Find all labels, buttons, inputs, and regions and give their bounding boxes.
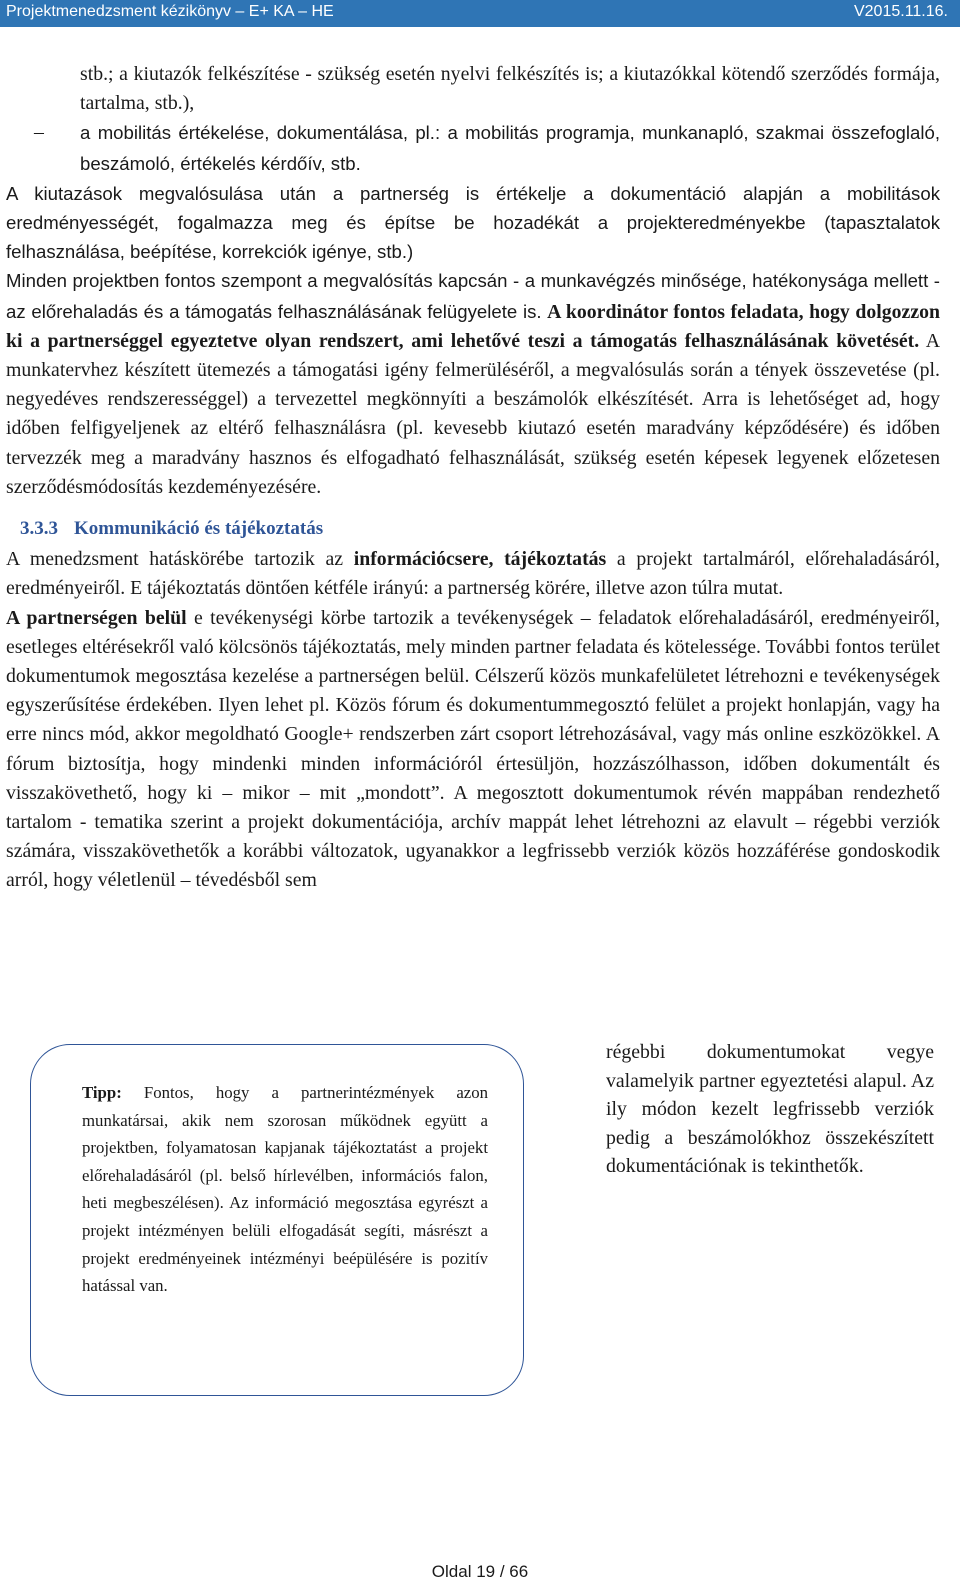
tip-box	[82, 1079, 488, 1300]
monitoring-intro: Minden projektben fontos szempont a megvalósítás kapcsán - a munkavégzés minősége, hatékonysága mellett - az előrehaladás és a támogatás felhasználásának felügyelete is.	[6, 270, 940, 322]
monitoring-emphasis: A koordinátor fontos feladata, hogy dolgozzon ki a partnerséggel egyeztetve olyan rendszert, ami lehetővé teszi a támogatás felhasználásának követését.	[6, 300, 940, 352]
internal-text: e tevékenységi körbe tartozik a tevékenységek – feladatok előrehaladásáról, eredményeiről, esetleges eltérésekről való kölcsönös tájékoztatás, mely minden partner feladata és kötelessége. További fontos terület dokumentumok megosztása kezelése a partnerségen belül. Célszerű közös munkafelületet létrehozni e tevékenységek egyszerűsítése érdekében. Ilyen lehet pl. Közös fórum és dokumentummegosztó felület a projekt honlapján, vagy ha erre nincs mód, akkor megoldható Google+ rendszerben zárt csoport létrehozásával, vagy más online eszközökkel. A fórum biztosítja, hogy mindenki minden információról értesüljön, hozzászólhasson, időben dokumentált és visszakövethető, hogy ki – mikor – mit „mondott”. A megosztott dokumentumok révén mappában rendezhető tartalom - tematika szerint a projekt dokumentációja, archív mappát lehet létrehozni az elavult – régebbi verziók számára, visszakövethetők a korábbi változatok, ugyanakkor a legfrissebb verziók közös hozzáférése gondoskodik arról, hogy véletlenül – tévedésből sem	[6, 606, 940, 892]
wrapped-paragraph-continuation: régebbi dokumentumokat vegye valamelyik partner egyeztetési alapul. Az ily módon kezelt legfrissebb verziók pedig a beszámolókhoz összekészített dokumentációnak is tekinthetők.	[606, 1041, 934, 1178]
section-number: 3.3.3	[20, 518, 58, 540]
communication-before: A menedzsment hatáskörébe tartozik az	[6, 548, 344, 571]
tip-label: Tipp:	[82, 1083, 122, 1102]
page-content	[6, 60, 940, 896]
section-title: Kommunikáció és tájékoztatás	[74, 518, 324, 540]
paragraph-communication	[6, 545, 940, 603]
communication-after: a projekt tartalmáról, előrehaladásáról, eredményeiről. E tájékoztatás döntően kétféle irányú: a partnerség körére, illetve azon túlra mutat.	[6, 548, 940, 600]
bullet-dash: –	[34, 121, 44, 144]
communication-emphasis: információcsere, tájékoztatás	[353, 548, 607, 571]
tip-text: Fontos, hogy a partnerintézmények azon munkatársai, akik nem szorosan működnek együtt a projektben, folyamatosan kapjanak tájékoztatást a projekt előrehaladásáról (pl. belső hírlevélben, információs falon, heti megbeszélésen). Az információ megosztása egyrészt a projekt intézményen belüli elfogadását segíti, másrészt a projekt eredményeinek intézményi beépülésére is pozitív hatással van.	[82, 1083, 488, 1296]
paragraph-monitoring	[6, 266, 940, 502]
page-header	[0, 0, 960, 27]
paragraph-mobility-evaluation: A kiutazások megvalósulása után a partnerség is értékelje a dokumentáció alapján a mobilitások eredményességét, fogalmazza meg és építse be hozadékát a projekteredményekbe (tapasztalatok felhasználása, beépítése, korrekciók igénye, stb.)	[6, 182, 940, 263]
document-title: Projektmenedzsment kézikönyv – E+ KA – HE	[6, 3, 334, 20]
paragraph-internal	[6, 604, 940, 896]
page-number: Oldal 19 / 66	[431, 1562, 529, 1581]
bullet-text: a mobilitás értékelése, dokumentálása, pl.: a mobilitás programja, munkanapló, szakmai összefoglaló, beszámoló, értékelés kérdőív, stb.	[80, 122, 940, 174]
bullet-continuation: stb.; a kiutazók felkészítése - szükség esetén nyelvi felkészítés is; a kiutazókkal kötendő szerződés formája, tartalma, stb.),	[80, 63, 940, 115]
monitoring-rest: A munkatervhez készített ütemezés a támogatási igény felmerüléséről, a megvalósulás során a tények összevetése (pl. negyedéves rendszerességgel) a tervezettel megkönnyíti a beszámolók elkészítését. Arra is lehetőséget ad, hogy időben felfigyeljenek az eltérő felhasználásra (pl. kevesebb kiutazó esetén maradvány képződésére) és időben tervezzék meg a maradvány hasznos és elfogadható felhasználását, szükség esetén képesek legyenek előzetesen szerződésmódosítás kezdeményezésére.	[6, 329, 940, 498]
section-heading	[6, 514, 940, 543]
internal-emphasis: A partnerségen belül	[6, 606, 187, 629]
bullet-item	[6, 118, 940, 178]
document-version: V2015.11.16.	[853, 3, 948, 20]
